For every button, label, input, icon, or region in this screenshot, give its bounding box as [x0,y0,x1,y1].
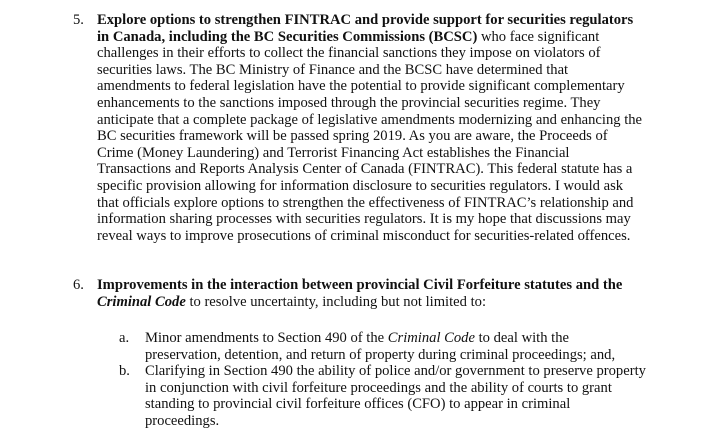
sub-item-line: proceedings. [145,412,220,429]
sub-a-text-before: Minor amendments to Section 490 of the [145,330,388,346]
sub-item-line: standing to provincial civil forfeiture offices (CFO) to appear in criminal [145,396,571,413]
item-5-line: anticipate that a complete package of legislative amendments modernizing and enhancing the [97,111,643,128]
item-5-line: reveal ways to improve prosecutions of criminal misconduct for securities-related offences. [97,227,631,244]
item-5-line: BC securities framework will be passed spring 2019. As you are aware, the Proceeds of [97,128,608,145]
sub-item-label: a. [119,330,130,346]
item-6-line [97,294,697,311]
sub-item-label: b. [119,363,130,379]
item-5-paragraph [97,12,697,244]
sub-item-line: Clarifying in Section 490 the ability of police and/or government to preserve property [145,363,646,379]
item-5-line: Transactions and Reports Analysis Center of Canada (FINTRAC). This federal statute has a [97,161,633,178]
criminal-code-emphasis: Criminal Code [97,293,186,310]
item-5-line: that officials explore options to strengthen the effectiveness of FINTRAC’s relationship and [97,194,634,211]
item-5-line: enhancements to the sanctions imposed through the provincial securities regime. They [97,94,601,111]
item-number: 6. [73,277,84,293]
item-6-line-rest: to resolve uncertainty, including but not limited to: [185,293,486,310]
item-5-line-rest: who face significant [477,28,600,45]
sub-a-text-after: to deal with the [474,330,569,346]
item-6-line: Improvements in the interaction between provincial Civil Forfeiture statutes and the [97,277,623,293]
item-number: 5. [73,12,84,28]
sub-item-b-text [145,363,705,429]
item-5-bold-lead: in Canada, including the BC Securities Commissions (BCSC) [97,28,478,45]
sub-item-line [145,330,705,347]
criminal-code-emphasis: Criminal Code [387,330,475,346]
item-5-line: information sharing processes with securities regulators. It is my hope that discussions may [97,211,631,228]
item-5-line [97,29,697,46]
sub-item-a-text [145,330,705,363]
item-5-line: amendments to federal legislation have the potential to provide significant complementary [97,78,625,95]
item-5-line: challenges in their efforts to collect the financial sanctions they impose on violators of [97,45,601,62]
item-5-line: Crime (Money Laundering) and Terrorist Financing Act establishes the Financial [97,144,570,161]
item-5-line: securities laws. The BC Ministry of Finance and the BCSC have determined that [97,61,569,78]
item-6-heading [97,277,697,310]
item-5-line: Explore options to strengthen FINTRAC and provide support for securities regulators [97,12,634,28]
item-5-line: specific provision allowing for information disclosure to securities regulators. I would ask [97,177,624,194]
sub-item-line: preservation, detention, and return of property during criminal proceedings; and, [145,346,616,363]
sub-item-line: in conjunction with civil forfeiture proceedings and the ability of courts to grant [145,379,612,396]
